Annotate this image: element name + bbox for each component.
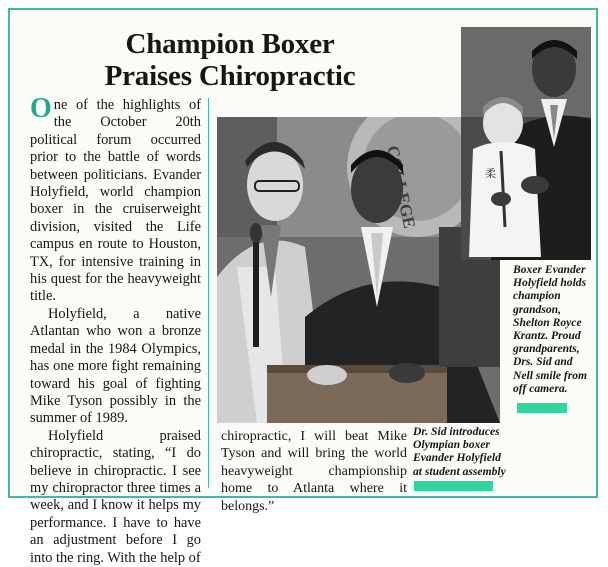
side-caption-highlight-bar xyxy=(517,403,567,413)
gi-lettering-icon: 柔 xyxy=(485,168,496,180)
continuation-column: chiropractic, I will beat Mike Tyson and will bring the world heavyweight championship home to Atlanta where it belongs.” xyxy=(221,429,407,514)
assembly-photo-caption: Dr. Sid introduces Olympian boxer Evander Holyfield at student assembly xyxy=(413,425,506,478)
grandson-photo xyxy=(461,27,591,260)
headline-line-2: Praises Chiropractic xyxy=(104,60,356,92)
paragraph-2: Holyfield, a native Atlantan who won a bronze medal in the 1984 Olympics, has one more fight remaining toward his goal of fighting Mike Tyson possibly in the summer of 1989. xyxy=(30,305,201,427)
paragraph-1-text: ne of the highlights of the October 20th political forum occurred prior to the battle of words between politicians. Evander Holyfield, world champion boxer in the cruiserweight division, visited the Life campus en route to Houston, TX, for intensive training in his quest for the heavyweight title. xyxy=(30,97,201,305)
drop-cap: O xyxy=(30,93,52,124)
headline xyxy=(60,28,400,92)
caption-highlight-bar xyxy=(414,481,493,491)
grandson-photo-caption: Boxer Evander Holyfield holds champion grandson, Shelton Royce Krantz. Proud grandparents, Drs. Sid and Nell smile from off camera. xyxy=(513,263,588,395)
paragraph-1 xyxy=(30,93,201,306)
article-body-column xyxy=(30,93,201,567)
headline-line-1: Champion Boxer xyxy=(125,28,335,60)
assembly-photo xyxy=(217,117,500,423)
column-divider xyxy=(208,98,209,488)
paragraph-3: Holyfield praised chiropractic, stating, “I do believe in chiropractic. I see my chiropractor three times a week, and I know it helps my performance. I have to have an adjustment before I go into the ring. With the help of xyxy=(30,427,201,566)
